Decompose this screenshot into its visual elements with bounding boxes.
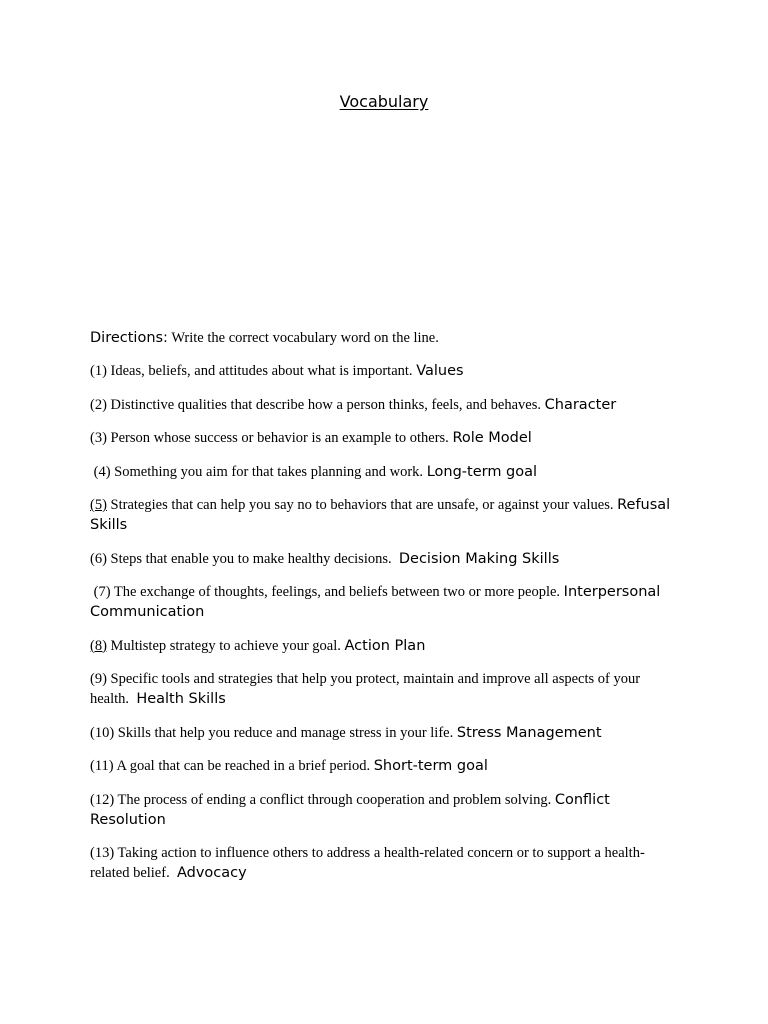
vocab-item-4 xyxy=(90,462,680,482)
vocab-item-10 xyxy=(90,723,680,743)
item-definition: Strategies that can help you say no to behaviors that are unsafe, or against your values. xyxy=(106,497,618,513)
vocab-item-6 xyxy=(90,549,680,569)
item-definition: A goal that can be reached in a brief period. xyxy=(113,758,374,774)
item-number: (11) xyxy=(90,758,114,774)
document-body xyxy=(90,328,680,897)
item-number: (2) xyxy=(90,396,107,413)
vocab-item-8 xyxy=(90,636,680,656)
vocab-item-5 xyxy=(90,495,680,535)
item-number: (4) xyxy=(90,463,111,480)
item-number: (1) xyxy=(90,363,107,379)
item-answer: Conflict Resolution xyxy=(90,791,610,828)
item-definition: Specific tools and strategies that help you protect, maintain and improve all aspects of your health. xyxy=(90,671,644,707)
item-answer: Role Model xyxy=(452,430,532,446)
item-answer: Character xyxy=(544,396,617,413)
vocab-item-1 xyxy=(90,361,680,381)
item-answer: Advocacy xyxy=(176,865,247,881)
item-number: (3) xyxy=(90,430,107,446)
item-answer: Decision Making Skills xyxy=(398,550,560,567)
item-definition: Taking action to influence others to address a health-related concern or to support a health-related belief. xyxy=(90,845,645,881)
item-definition: Skills that help you reduce and manage stress in your life. xyxy=(114,724,457,741)
vocab-item-2 xyxy=(90,395,680,415)
vocab-item-11 xyxy=(90,756,680,776)
item-definition: Person whose success or behavior is an example to others. xyxy=(106,430,453,446)
item-number: (6) xyxy=(90,550,107,567)
vocab-item-12 xyxy=(90,790,680,830)
vocab-item-9 xyxy=(90,669,680,709)
item-number: (5) xyxy=(90,497,107,513)
item-definition: Something you aim for that takes planning and work. xyxy=(110,463,427,480)
item-definition: Ideas, beliefs, and attitudes about what is important. xyxy=(106,363,417,379)
item-answer: Interpersonal Communication xyxy=(90,584,665,620)
item-answer: Short-term goal xyxy=(373,758,488,774)
item-answer: Action Plan xyxy=(344,637,426,654)
item-definition: The process of ending a conflict through cooperation and problem solving. xyxy=(114,791,555,808)
item-definition: Steps that enable you to make healthy decisions. xyxy=(106,550,399,567)
item-definition: Distinctive qualities that describe how a person thinks, feels, and behaves. xyxy=(106,396,545,413)
directions-label: Directions: xyxy=(90,330,168,346)
directions xyxy=(90,328,680,348)
item-definition: Multistep strategy to achieve your goal. xyxy=(106,637,345,654)
item-definition: The exchange of thoughts, feelings, and beliefs between two or more people. xyxy=(110,584,564,600)
item-answer: Long-term goal xyxy=(426,463,538,480)
item-number: (13) xyxy=(90,845,115,861)
vocab-item-7 xyxy=(90,582,680,622)
item-number: (7) xyxy=(90,584,111,600)
vocab-item-13 xyxy=(90,843,680,883)
item-number: (8) xyxy=(90,637,107,654)
directions-text: Write the correct vocabulary word on the line. xyxy=(167,330,439,346)
item-answer: Health Skills xyxy=(136,691,226,707)
item-number: (10) xyxy=(90,724,115,741)
item-number: (9) xyxy=(90,671,107,687)
item-answer: Refusal Skills xyxy=(90,497,671,533)
item-number: (12) xyxy=(90,791,115,808)
item-answer: Stress Management xyxy=(456,724,602,741)
vocab-item-3 xyxy=(90,428,680,448)
item-answer: Values xyxy=(416,363,464,379)
page-title: Vocabulary xyxy=(339,92,429,111)
